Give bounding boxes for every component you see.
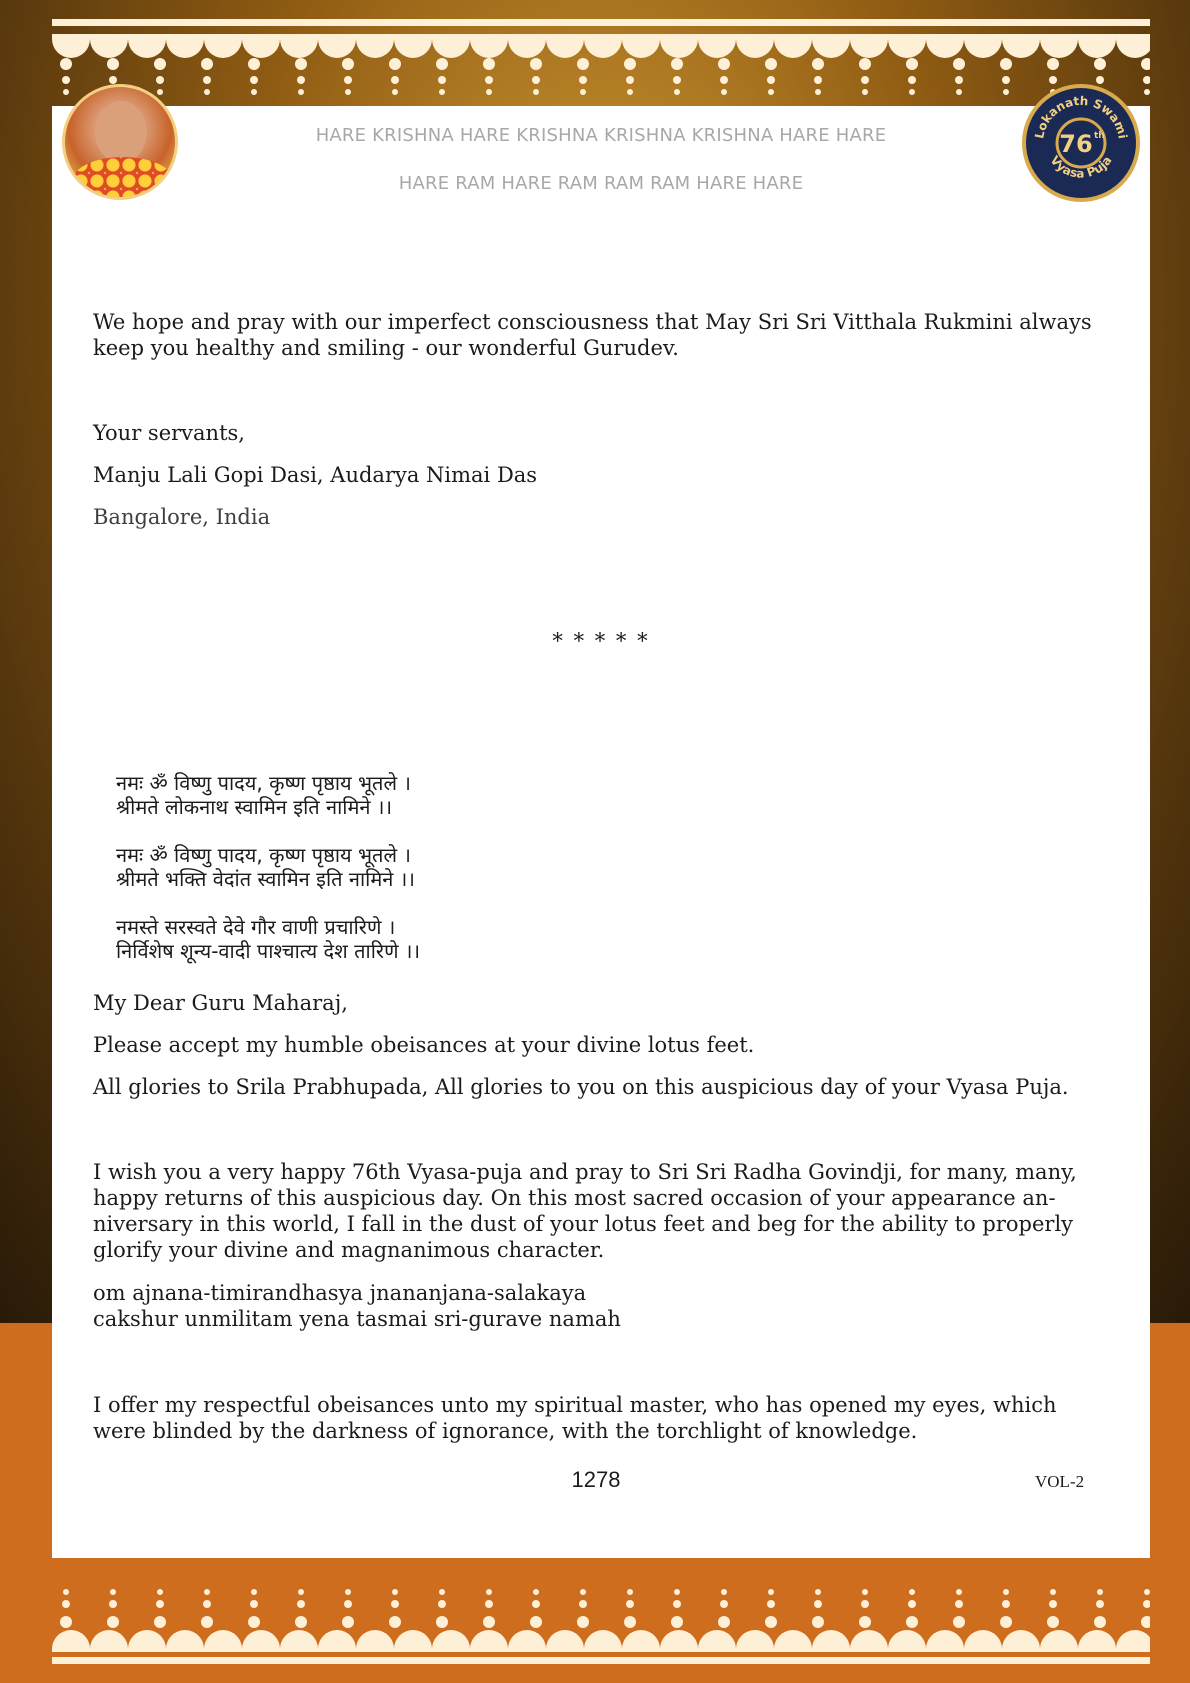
page-number: 1278 [571,1467,621,1492]
mantra-line-1: HARE KRISHNA HARE KRISHNA KRISHNA KRISHNA HARE HARE [315,125,887,146]
badge-number: 76 [1059,130,1093,158]
sanskrit-verse-2-line-1: नमः ॐ विष्णु पादय, कृष्ण पृष्ठाय भूतले । [116,843,411,867]
badge-bottom-text: Vyasa Puja [1047,153,1115,181]
sanskrit-verse-3-line-1: नमस्ते सरस्वते देवे गौर वाणी प्रचारिणे । [116,915,396,939]
sanskrit-verse-3-line-2: निर्विशेष शून्य-वादी पाश्चात्य देश तारिणे ।। [116,939,421,963]
blessing-paragraph: We hope and pray with our imperfect consciousness that May Sri Sri Vitthala Rukmini always keep you healthy and smiling - our wonderful Gurudev. [93,310,1092,360]
signatory-names: Manju Lali Gopi Dasi, Audarya Nimai Das [93,463,538,487]
section-separator: * * * * * [552,629,650,653]
sanskrit-verse-2-line-2: श्रीमते भक्ति वेदांत स्वामिन इति नामिने ।। [116,867,415,891]
verse-line-1: om ajnana-timirandhasya jnananjana-salakaya [93,1281,587,1305]
salutation: My Dear Guru Maharaj, [93,991,348,1015]
verse-translation: I offer my respectful obeisances unto my spiritual master, who has opened my eyes, which were blinded by the darkness of ignorance, with the torchlight of knowledge. [93,1393,1057,1443]
top-border-line [52,19,1150,26]
top-dot-border [52,58,1150,104]
bottom-border-line-thin [52,1648,1150,1652]
sanskrit-verse-1-line-2: श्रीमते लोकनाथ स्वामिन इति नामिने ।। [116,795,393,819]
glorification-line: All glories to Srila Prabhupada, All glories to you on this auspicious day of your Vyasa Puja. [93,1075,1069,1099]
signatory-location: Bangalore, India [93,505,271,529]
badge-suffix: th [1094,131,1105,141]
mantra-line-2: HARE RAM HARE RAM RAM RAM HARE HARE [398,173,804,194]
sanskrit-verse-1-line-1: नमः ॐ विष्णु पादय, कृष्ण पृष्ठाय भूतले । [116,771,411,795]
volume-label: VOL-2 [1035,1472,1085,1491]
bottom-border-line [52,1657,1150,1664]
obeisance-line: Please accept my humble obeisances at your divine lotus feet. [93,1033,755,1057]
verse-line-2: cakshur unmilitam yena tasmai sri-gurave namah [93,1307,621,1331]
badge-top-text: Lokanath Swami [1032,93,1130,140]
wish-paragraph: I wish you a very happy 76th Vyasa-puja and pray to Sri Sri Radha Govindji, for many, many, happy returns of this auspicious day. On this most sacred occasion of your appearance an-niversary in this world, I fall in the dust of your lotus feet and beg for the ability to properly glorify your divine and magnanimous character. [93,1160,1077,1262]
closing-line: Your servants, [93,421,245,445]
